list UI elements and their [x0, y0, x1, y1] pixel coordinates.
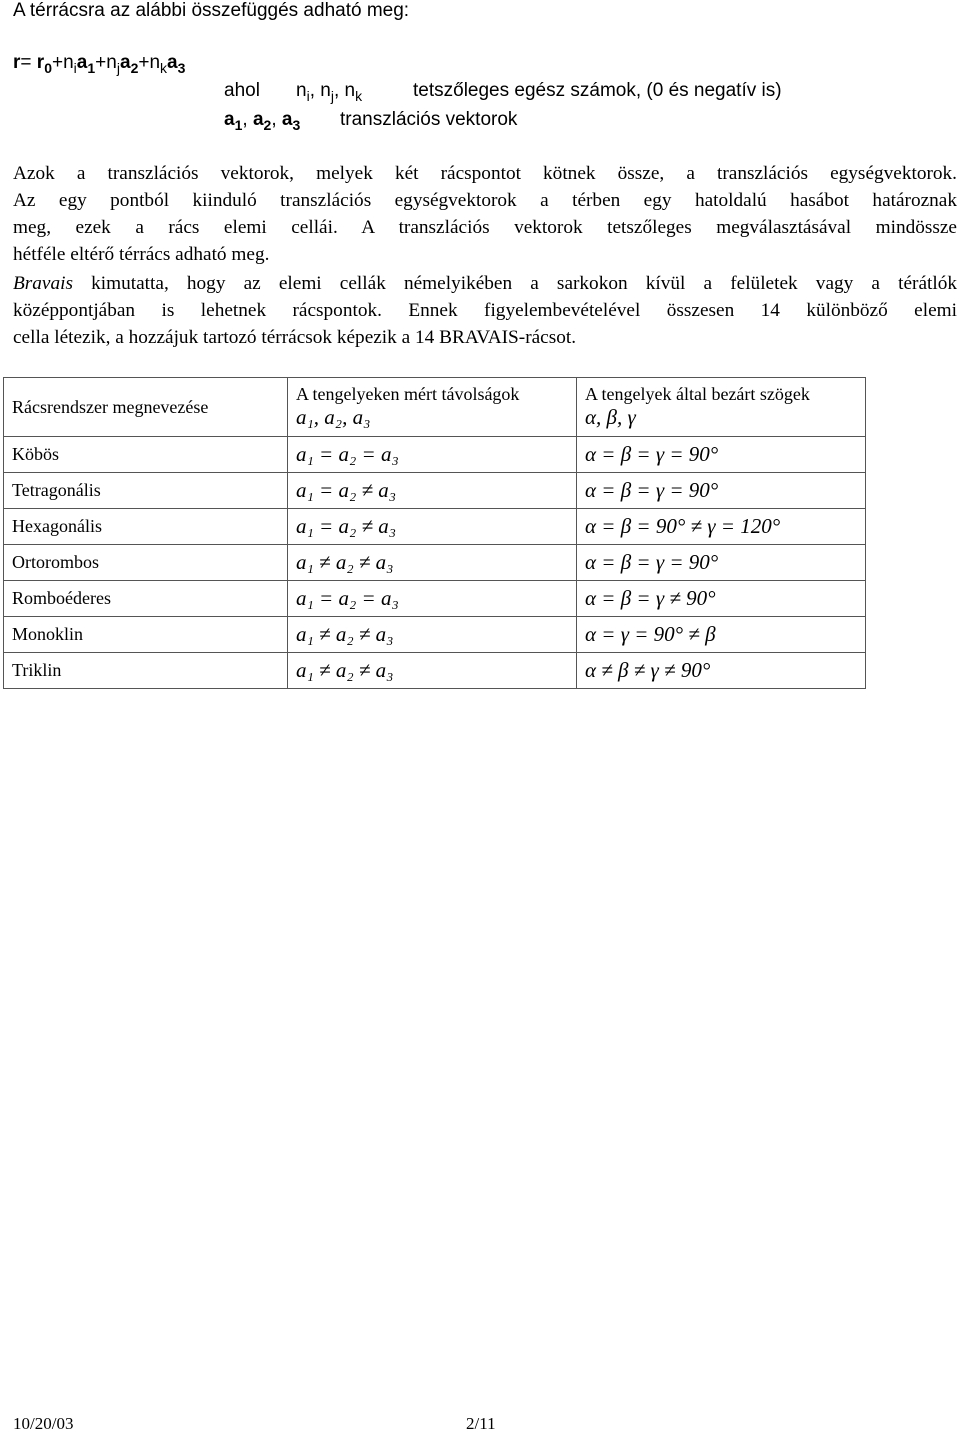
table-row [4, 653, 866, 689]
table-row [4, 617, 866, 653]
where-label: ahol [224, 80, 260, 101]
distance-relation: a₁ = a₂ = a₃ [288, 581, 577, 617]
system-name: Köbös [4, 437, 288, 473]
lattice-formula: $r= r_0+n_ia_1+n_ja_2+n_ka_3$ [13, 52, 186, 76]
table-row [4, 581, 866, 617]
system-name: Romboéderes [4, 581, 288, 617]
angle-relation: α = β = γ ≠ 90° [577, 581, 866, 617]
table-row [4, 473, 866, 509]
where-variables: $n_i$, $n_j$, $n_k$ [296, 80, 363, 104]
distance-relation: a₁ ≠ a₂ ≠ a₃ [288, 617, 577, 653]
paragraph-line: Azok a transzlációs vektorok, melyek két rácspontot kötnek össze, a transzlációs egységvektorok. [13, 163, 957, 184]
distance-relation: a₁ = a₂ = a₃ [288, 437, 577, 473]
angle-relation: α = β = γ = 90° [577, 473, 866, 509]
paragraph-bravais [13, 270, 957, 351]
paragraph-line: középpontjában is lehetnek rácspontok. Ennek figyelembevételével összesen 14 különböző elemi [13, 300, 957, 321]
table-header-row [4, 378, 866, 437]
distance-relation: a₁ ≠ a₂ ≠ a₃ [288, 653, 577, 689]
footer-page-number: 2/11 [466, 1414, 496, 1433]
system-name: Triklin [4, 653, 288, 689]
where-description: tetszőleges egész számok, (0 és negatív is) [413, 80, 782, 101]
footer-date: 10/20/03 [13, 1414, 74, 1433]
distance-relation: a₁ ≠ a₂ ≠ a₃ [288, 545, 577, 581]
intro-text: A térrácsra az alábbi összefüggés adható meg: [13, 0, 410, 21]
system-name: Tetragonális [4, 473, 288, 509]
angle-relation: α = β = γ = 90° [577, 437, 866, 473]
distance-relation: a₁ = a₂ ≠ a₃ [288, 473, 577, 509]
angle-relation: α ≠ β ≠ γ ≠ 90° [577, 653, 866, 689]
paragraph-line: meg, ezek a rács elemi cellái. A transzlációs vektorok tetszőleges megválasztásával mindössze [13, 217, 957, 238]
header-distances: A tengelyeken mért távolságok a₁, a₂, a₃ [288, 378, 577, 437]
lattice-systems-table [3, 377, 866, 689]
angle-relation: α = β = 90° ≠ γ = 120° [577, 509, 866, 545]
angle-relation: α = γ = 90° ≠ β [577, 617, 866, 653]
paragraph-line: cella létezik, a hozzájuk tartozó térrácsok képezik a 14 BRAVAIS-rácsot. [13, 327, 577, 348]
system-name: Ortorombos [4, 545, 288, 581]
header-angles: A tengelyek által bezárt szögek α, β, γ [577, 378, 866, 437]
paragraph-line: Bravais kimutatta, hogy az elemi cellák némelyikében a sarkokon kívül a felületek vagy a térátlók [13, 273, 957, 294]
distance-relation: a₁ = a₂ ≠ a₃ [288, 509, 577, 545]
system-name: Hexagonális [4, 509, 288, 545]
angle-relation: α = β = γ = 90° [577, 545, 866, 581]
system-name: Monoklin [4, 617, 288, 653]
header-system-name: Rácsrendszer megnevezése [4, 378, 288, 437]
paragraph-line: Az egy pontból kiinduló transzlációs egységvektorok a térben egy hatoldalú hasábot határoznak [13, 190, 957, 211]
table-row [4, 545, 866, 581]
vector-description: transzlációs vektorok [340, 109, 518, 130]
table-row [4, 437, 866, 473]
bravais-name: Bravais [13, 273, 73, 294]
paragraph-line: hétféle eltérő térrács adható meg. [13, 244, 270, 265]
vector-list: $a_1$, $a_2$, $a_3$ [224, 109, 301, 133]
table-row [4, 509, 866, 545]
paragraph-unit-vectors [13, 160, 957, 268]
